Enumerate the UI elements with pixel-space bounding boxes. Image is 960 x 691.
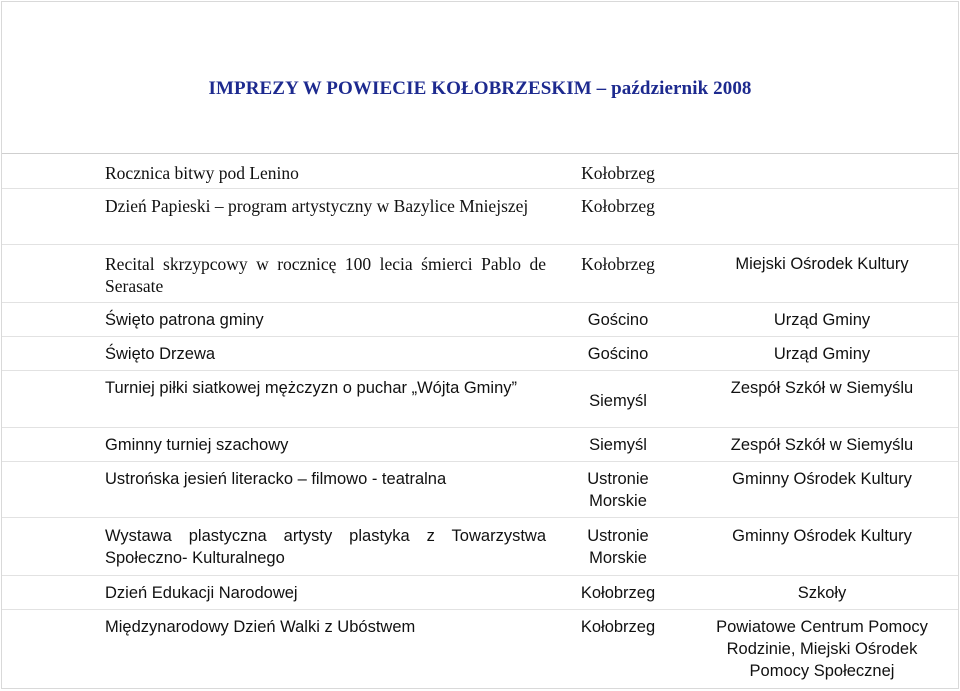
event-organizer: Gminny Ośrodek Kultury (732, 527, 912, 545)
page-title: IMPREZY W POWIECIE KOŁOBRZESKIM – październik 2008 (208, 78, 752, 99)
event-place: Gościno (587, 345, 649, 363)
divider (2, 609, 958, 610)
divider (2, 575, 958, 576)
divider (2, 517, 958, 518)
event-place: Ustronie Morskie (587, 527, 649, 567)
event-place: Siemyśl (589, 392, 647, 410)
divider (2, 244, 958, 245)
event-name: Ustrońska jesień literacko – filmowo - teatralna (105, 470, 447, 488)
event-place: Kołobrzeg (580, 618, 656, 636)
event-organizer: Urząd Gminy (773, 311, 871, 329)
divider (2, 427, 958, 428)
event-organizer: Powiatowe Centrum Pomocy Rodzinie, Miejski Ośrodek Pomocy Społecznej (716, 618, 928, 680)
event-name: Rocznica bitwy pod Lenino (105, 163, 299, 183)
event-name: Dzień Edukacji Narodowej (105, 584, 298, 602)
event-place: Siemyśl (589, 436, 647, 454)
divider (2, 302, 958, 303)
event-name: Międzynarodowy Dzień Walki z Ubóstwem (105, 618, 416, 636)
divider (2, 370, 958, 371)
event-name: Wystawa plastyczna artysty plastyka z Towarzystwa Społeczno- Kulturalnego (105, 527, 546, 567)
event-name: Turniej piłki siatkowej mężczyzn o puchar „Wójta Gminy” (105, 379, 518, 397)
event-name: Dzień Papieski – program artystyczny w Bazylice Mniejszej (105, 196, 529, 216)
divider (2, 188, 958, 189)
event-organizer: Szkoły (797, 584, 847, 602)
event-place: Kołobrzeg (581, 163, 655, 183)
event-name: Recital skrzypcowy w rocznicę 100 lecia śmierci Pablo de Serasate (105, 254, 546, 296)
event-organizer: Zespół Szkół w Siemyślu (730, 379, 914, 397)
divider (2, 153, 958, 154)
event-place: Kołobrzeg (581, 254, 655, 274)
event-organizer: Gminny Ośrodek Kultury (732, 470, 912, 488)
event-name: Gminny turniej szachowy (105, 436, 289, 454)
event-name: Święto Drzewa (105, 345, 216, 363)
event-organizer: Zespół Szkół w Siemyślu (730, 436, 914, 454)
event-place: Kołobrzeg (581, 196, 655, 216)
event-organizer: Urząd Gminy (773, 345, 871, 363)
divider (2, 461, 958, 462)
event-organizer: Miejski Ośrodek Kultury (735, 255, 909, 273)
document-page (1, 1, 959, 689)
event-place: Ustronie Morskie (587, 470, 649, 510)
event-place: Gościno (587, 311, 649, 329)
event-name: Święto patrona gminy (105, 311, 264, 329)
event-place: Kołobrzeg (580, 584, 656, 602)
divider (2, 336, 958, 337)
